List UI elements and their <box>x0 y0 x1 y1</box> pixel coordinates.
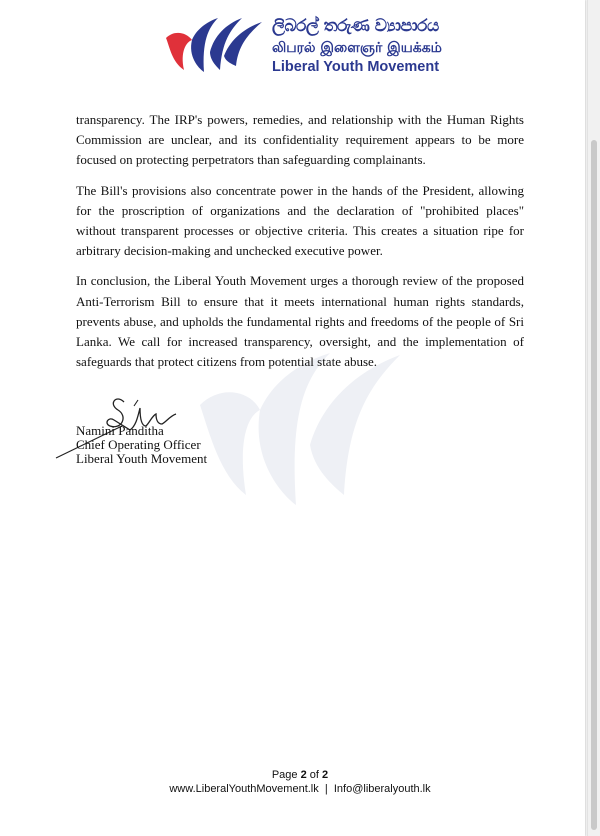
email-link[interactable]: Info@liberalyouth.lk <box>333 783 431 795</box>
footer-separator: | <box>318 783 334 795</box>
body-paragraph: transparency. The IRP's powers, remedies, and relationship with the Human Rights Commission are unclear, and its confidentiality requirement appears to be more focused on protecting perpetrators than safeguarding complainants. <box>76 112 524 168</box>
signatory-name: Namini Panditha <box>76 423 164 438</box>
scrollbar-thumb[interactable] <box>591 140 597 830</box>
body-paragraph: In conclusion, the Liberal Youth Movement urges a thorough review of the proposed Anti-Terrorism Bill to ensure that it meets international human rights standards, prevents abuse, and upholds the fundamental rights and freedoms of the people of Sri Lanka. We call for increased transparency, oversight, and the implementation of safeguards that protect citizens from potential state abuse. <box>76 273 524 370</box>
vertical-scrollbar[interactable] <box>587 0 600 836</box>
page-current: 2 <box>300 769 307 781</box>
bird-logo-icon <box>162 12 270 80</box>
footer-contact <box>0 782 585 796</box>
page-number <box>0 768 585 782</box>
logo-text-sinhala: ලිබරල් තරුණ ව්‍යාපාරය <box>272 16 439 36</box>
page-total: 2 <box>322 769 329 781</box>
signatory-title: Chief Operating Officer <box>76 437 201 452</box>
page-of: of <box>306 769 323 781</box>
page-prefix: Page <box>271 769 301 781</box>
signature-block <box>76 424 207 466</box>
signatory-organization: Liberal Youth Movement <box>76 451 208 466</box>
body-paragraph: The Bill's provisions also concentrate power in the hands of the President, allowing for the proscription of organizations and the declaration of "prohibited places" without transparent processes or objective criteria. This creates a situation ripe for arbitrary decision-making and unchecked executive power. <box>76 182 524 259</box>
organization-logo <box>162 12 452 80</box>
page-footer <box>0 768 585 796</box>
website-link[interactable]: www.LiberalYouthMovement.lk <box>169 783 319 795</box>
letter-body <box>76 110 524 382</box>
logo-text-english: Liberal Youth Movement <box>272 59 440 75</box>
logo-text-tamil: லிபரல் இளைஞர் இயக்கம் <box>272 40 442 56</box>
